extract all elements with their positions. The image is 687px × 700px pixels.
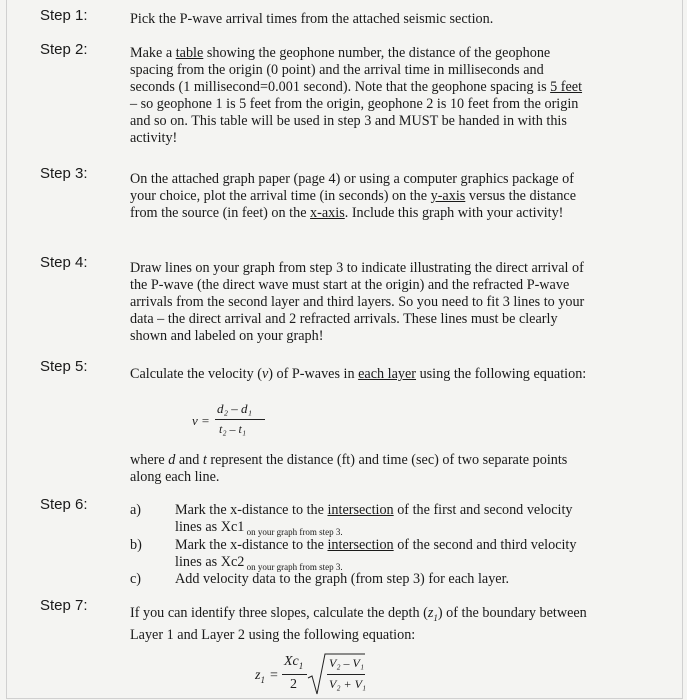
step-4-text: Draw lines on your graph from step 3 to indicate illustrating the direct arrival of the P-wave (the direct wave must start at the origin) and the refracted P-wave arrivals from the second layer and third layers. So you need to fit 3 lines to your data – the direct arrival and 2 refracted arrivals. These lines must be clearly shown and labeled on your graph!: [130, 260, 585, 344]
step-5-after-text: where d and t represent the distance (ft) and time (sec) of two separate points along each line.: [130, 452, 568, 485]
eq2-lhs: $z_1$: [255, 668, 265, 685]
eq2-fraction-bar: [282, 674, 307, 675]
step-2-text: Make a table showing the geophone number, the distance of the geophone spacing from the origin (0 point) and the arrival time in milliseconds and seconds (1 millisecond=0.001 second). Note that the geophone spacing is 5 feet – so geophone 1 is 5 feet from the origin, geophone 2 is 10 feet from the origin and so on. This table will be used in step 3 and MUST be handed in with this activity!: [130, 45, 583, 146]
step-3-text: On the attached graph paper (page 4) or using a computer graphics package of your choice, plot the arrival time (in seconds) on the y-axis versus the distance from the source (in feet) on the x-axis. Include this graph with your activity!: [130, 171, 577, 221]
step-1-text: Pick the P-wave arrival times from the attached seismic section.: [130, 11, 494, 27]
step-6b-letter: b): [130, 537, 142, 553]
step-4-label: Step 4:: [40, 254, 88, 271]
step-7-text: If you can identify three slopes, calculate the depth $(z_1)$ of the boundary between Layer 1 and Layer 2 using the following equation:: [130, 605, 587, 643]
step-6a-text: Mark the x-distance to the intersection of the first and second velocity lines as Xc1 $_{on your graph from step 3.}$: [175, 502, 573, 537]
step-7-label: Step 7:: [40, 597, 88, 614]
step-6-label: Step 6:: [40, 496, 88, 513]
eq1-numerator: d₂ – d₁: [217, 401, 253, 416]
eq2-radicand-bar: [327, 674, 365, 675]
eq1-lhs: v =: [192, 413, 210, 428]
eq2-radicand-denominator: V₂ + V₁: [329, 677, 367, 691]
eq2-denominator: 2: [290, 677, 297, 692]
step-5-text: Calculate the velocity (v) of P-waves in each layer using the following equation:: [130, 366, 587, 382]
step-6b-text: Mark the x-distance to the intersection of the second and third velocity lines as Xc2 $_{on your graph from step 3.}$: [175, 537, 577, 572]
eq1-denominator: t₂ – t₁: [219, 422, 247, 436]
step-3-label: Step 3:: [40, 165, 88, 182]
step-2-label: Step 2:: [40, 41, 88, 58]
eq2-numerator: $Xc_1$: [284, 654, 304, 671]
eq1-fraction-bar: [215, 419, 265, 420]
step-6a-letter: a): [130, 502, 142, 518]
step-6c-letter: c): [130, 571, 142, 587]
step-1-label: Step 1:: [40, 7, 88, 24]
eq2-radicand-numerator: V₂ – V₁: [329, 656, 365, 670]
step-5-label: Step 5:: [40, 358, 88, 375]
eq2-equals: =: [270, 668, 278, 683]
step-6c-text: Add velocity data to the graph (from step 3) for each layer.: [175, 571, 510, 587]
